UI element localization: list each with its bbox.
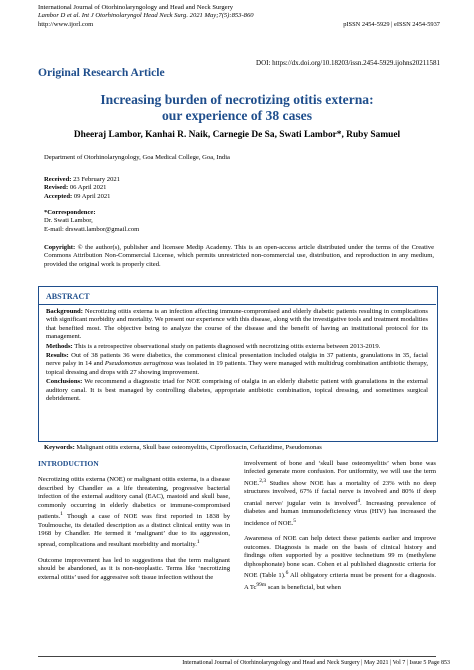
- abstract-text: [46, 308, 428, 404]
- abstract-heading: ABSTRACT: [46, 292, 90, 301]
- introduction-heading: INTRODUCTION: [38, 459, 99, 468]
- keywords: [44, 444, 438, 452]
- correspondence-name: Dr. Swati Lambor,: [44, 217, 93, 225]
- conclusions-label: Conclusions:: [46, 378, 83, 386]
- journal-name: International Journal of Otorhinolaryngology and Head and Neck Surgery: [38, 4, 234, 11]
- results-label: Results:: [46, 352, 69, 360]
- results-text-cont: was isolated in 19 patients. They were managed with multidrug combination antibiotic therapy, topical dressing and drops with 27 showing improvement.: [46, 360, 429, 376]
- copyright-label: Copyright:: [44, 244, 76, 251]
- article-type: Original Research Article: [38, 66, 165, 79]
- keywords-text: Malignant otitis externa, Skull base osteomyelitis, Ciprofloxacin, Ceftazidime, Pseudomonas: [74, 444, 322, 451]
- left-paragraph-2: Outcome improvement has led to suggestions that the term malignant should be abandoned, as it is non-neoplastic. Terms like ‘necrotizing external otitis’ used for aggressive soft tissue infection without the: [38, 557, 230, 581]
- received-label: Received:: [44, 176, 72, 183]
- methods-text: This is a retrospective observational study on patients diagnosed with necrotizing otitis externa between 2013-2019.: [72, 342, 381, 350]
- organism-name: Pseudomonas aeruginosa: [104, 360, 174, 368]
- right-paragraph-2: Awareness of NOE can help detect these patients earlier and improve outcomes. Diagnosis is made on the basis of clinical history and findings often supported by a positive technetium 99 m (methylene diphosphonate) bone scan. Cohen et al published diagnostic criteria for NOE (Table 1).$^6$ All obligatory criteria must be present for a diagnosis. A $Tc^{99m}$ scan is beneficial, but when: [244, 535, 437, 591]
- authors: Dheeraj Lambor, Kanhai R. Naik, Carnegie De Sa, Swati Lambor*, Ruby Samuel: [73, 130, 401, 140]
- background-label: Background:: [46, 308, 83, 315]
- title-line-1: Increasing burden of necrotizing otitis externa:: [100, 92, 374, 107]
- correspondence: [44, 209, 139, 234]
- article-title: [40, 92, 434, 123]
- journal-url[interactable]: http://www.ijorl.com: [38, 20, 94, 28]
- left-column: [38, 460, 230, 589]
- page-footer: International Journal of Otorhinolaryngology and Head and Neck Surgery | May 2021 | Vol 7 | Issue 5 Page 853: [182, 660, 450, 666]
- doi[interactable]: DOI: https://dx.doi.org/10.18203/issn.2454-5929.ijohns20211581: [256, 59, 440, 67]
- accepted-date: 09 April 2021: [72, 192, 111, 200]
- left-paragraph-1: Necrotizing otitis externa (NOE) or malignant otitis externa, is a disease described by Chandler as a life threatening, progressive bacterial infection of the external auditory canal (EAC), mastoid and skull base, commonly occurring in elderly diabetics or immune-compromised patients.$^1$ Though a case of NOE was first reported in 1838 by Toulmouche, its detailed description as a distinct clinical entity was in 1968 by Chandler. He termed it ‘malignant’ due to its aggression, spread, complications and resultant morbidity and mortality.$^1$: [38, 476, 230, 549]
- revised-date: 06 April 2021: [68, 184, 107, 192]
- abstract-divider: [38, 304, 436, 305]
- keywords-label: Keywords:: [44, 444, 75, 451]
- right-column: [244, 460, 436, 599]
- correspondence-email[interactable]: E-mail: drswati.lambor@gmail.com: [44, 225, 140, 233]
- copyright-text: © the author(s), publisher and licensee Medip Academy. This is an open-access article distributed under the terms of the Creative Commons Attribution Non-Commercial License, which permits unrestricted non-commercial use, distribution, and reproduction in any medium, provided the original work is properly cited.: [44, 244, 434, 268]
- methods-label: Methods:: [46, 342, 73, 350]
- issn: pISSN 2454-5929 | eISSN 2454-5937: [343, 21, 440, 28]
- background-text: Necrotizing otitis externa is an infection affecting immune-compromised and elderly diabetic patients resulting in complications with significant morbidity and mortality. We present our experience with this disease, along with the investigative tools and treatment modalities that benefited most. The objective being to analyze the course of the disease and the benefit of having an institutional protocol for its management.: [46, 308, 428, 341]
- right-paragraph-1: involvement of bone and ‘skull base osteomyelitis’ when bone was infected generate more confusion. For uniformity, we will use the term NOE.$^{2,3}$ Studies show NOE has a mortality of 23% with no deep structures involved, 67% if facial nerve is involved and 80% if deep cranial nerve/ jugular vein is involved$^4$. Increasing prevalence of diabetes and human immunodeficiency virus (HIV) has increased the incidence of NOE.$^5$: [244, 460, 436, 527]
- accepted-label: Accepted:: [44, 192, 73, 200]
- conclusions-text: We recommend a diagnostic triad for NOE comprising of otalgia in an elderly diabetic patient with granulations in the external auditory canal. It is best managed by controlling diabetes, appropriate antibiotic combination, topical dressing, and sometimes surgical debridement.: [46, 378, 428, 403]
- correspondence-label: *Correspondence:: [44, 209, 96, 216]
- copyright: [44, 244, 434, 269]
- received-date: 23 February 2021: [71, 176, 120, 183]
- title-line-2: our experience of 38 cases: [162, 107, 312, 123]
- revised-label: Revised:: [44, 184, 69, 192]
- results-text: Out of 38 patients 36 were diabetics, the commonest clinical presentation included otalgia in 37 patients, granulations in 35, facial nerve palsy in 14 and: [46, 352, 428, 368]
- department: Department of Otorhinolaryngology, Goa Medical College, Goa, India: [44, 154, 230, 161]
- dates: [44, 176, 120, 201]
- citation: Lambor D et al. Int J Otorhinolaryngol Head Neck Surg. 2021 May;7(5):853-860: [38, 12, 254, 20]
- footer-divider: [38, 656, 436, 657]
